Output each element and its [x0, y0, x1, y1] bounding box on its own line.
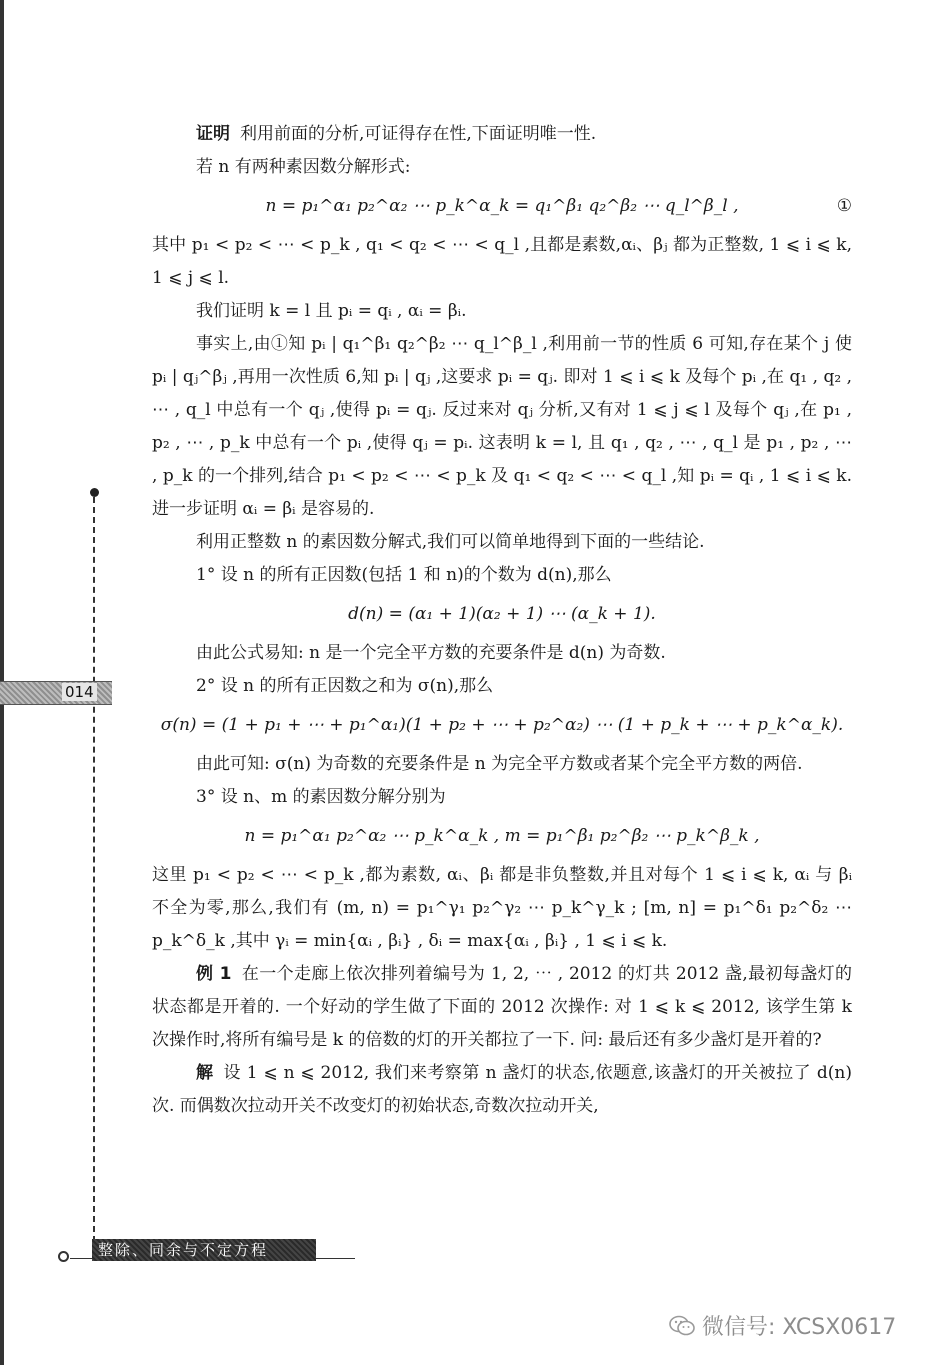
paragraph-8: 由此公式易知: n 是一个完全平方数的充要条件是 d(n) 为奇数.	[196, 643, 666, 663]
paragraph-2: 若 n 有两种素因数分解形式:	[196, 157, 411, 177]
item-2: 2° 设 n 的所有正因数之和为 σ(n),那么	[196, 676, 494, 696]
paragraph-10: 由此可知: σ(n) 为奇数的充要条件是 n 为完全平方数或者某个完全平方数的两倍.	[196, 754, 803, 774]
solution-text: 设 1 ⩽ n ⩽ 2012, 我们来考察第 n 盏灯的状态,依题意,该盏灯的开关被拉了 d(n) 次. 而偶数次拉动开关不改变灯的初始状态,奇数次拉动开关,	[152, 1063, 853, 1116]
wechat-icon	[668, 1314, 696, 1344]
watermark	[668, 1310, 896, 1344]
watermark-text: 微信号: XCSX0617	[702, 1315, 897, 1340]
paragraph-3: 其中 p₁ < p₂ < ⋯ < p_k , q₁ < q₂ < ⋯ < q_l ,且都是素数,αᵢ、βⱼ 都为正整数, 1 ⩽ i ⩽ k, 1 ⩽ j ⩽ l.	[152, 235, 852, 288]
formula-3: σ(n) = (1 + p₁ + ⋯ + p₁^α₁)(1 + p₂ + ⋯ + p₂^α₂) ⋯ (1 + p_k + ⋯ + p_k^α_k).	[160, 715, 844, 735]
formula-1-marker: ①	[836, 196, 852, 216]
margin-dot	[90, 488, 99, 497]
item-1: 1° 设 n 的所有正因数(包括 1 和 n)的个数为 d(n),那么	[196, 565, 612, 585]
formula-2: d(n) = (α₁ + 1)(α₂ + 1) ⋯ (α_k + 1).	[348, 604, 656, 624]
footer-circle-icon	[58, 1251, 69, 1262]
paragraph-12: 这里 p₁ < p₂ < ⋯ < p_k ,都为素数, αᵢ、βᵢ 都是非负整数,并且对每个 1 ⩽ i ⩽ k, αᵢ 与 βᵢ 不全为零,那么,我们有 (m, n) = p₁^γ₁ p₂^γ₂ ⋯ p_k^γ_k ; [m, n] = p₁^δ₁ p₂^δ₂ ⋯ p_k^δ_k ,其中 γᵢ = min{αᵢ , βᵢ} , δᵢ = max{αᵢ , βᵢ} , 1 ⩽ i ⩽ k.	[152, 865, 852, 951]
footer-title: 整除、同余与不定方程	[92, 1239, 316, 1261]
solution-label: 解	[196, 1063, 214, 1083]
page-number-tab	[0, 681, 112, 705]
example-1	[152, 958, 852, 1057]
paragraph-6: 利用正整数 n 的素因数分解式,我们可以简单地得到下面的一些结论.	[196, 532, 705, 552]
margin-rule	[93, 497, 95, 1242]
proof-line	[152, 118, 852, 151]
proof-text: 利用前面的分析,可证得存在性,下面证明唯一性.	[240, 124, 597, 144]
paragraph-4: 我们证明 k = l 且 pᵢ = qᵢ , αᵢ = βᵢ.	[196, 301, 467, 321]
item-3: 3° 设 n、m 的素因数分解分别为	[196, 787, 446, 807]
solution	[152, 1057, 852, 1123]
example-text: 在一个走廊上依次排列着编号为 1, 2, ⋯ , 2012 的灯共 2012 盏,最初每盏灯的状态都是开着的. 一个好动的学生做了下面的 2012 次操作: 对 1 ⩽ k ⩽ 2012, 该学生第 k 次操作时,将所有编号是 k 的倍数的灯的开关都拉了一下. 问: 最后还有多少盏灯是开着的?	[152, 964, 852, 1050]
formula-1-text: n = p₁^α₁ p₂^α₂ ⋯ p_k^α_k = q₁^β₁ q₂^β₂ ⋯ q_l^β_l ,	[265, 196, 739, 216]
formula-4: n = p₁^α₁ p₂^α₂ ⋯ p_k^α_k , m = p₁^β₁ p₂^β₂ ⋯ p_k^β_k ,	[244, 826, 760, 846]
page-number: 014	[62, 683, 97, 701]
paragraph-5: 事实上,由①知 pᵢ | q₁^β₁ q₂^β₂ ⋯ q_l^β_l ,利用前一节的性质 6 可知,存在某个 j 使 pᵢ | qⱼ^βⱼ ,再用一次性质 6,知 pᵢ | qⱼ ,这要求 pᵢ = qⱼ. 即对 1 ⩽ i ⩽ k 及每个 pᵢ ,在 q₁ , q₂ , ⋯ , q_l 中总有一个 qⱼ ,使得 pᵢ = qⱼ. 反过来对 qⱼ 分析,又有对 1 ⩽ j ⩽ l 及每个 qⱼ ,在 p₁ , p₂ , ⋯ , p_k 中总有一个 pᵢ ,使得 qⱼ = pᵢ. 这表明 k = l, 且 q₁ , q₂ , ⋯ , q_l 是 p₁ , p₂ , ⋯ , p_k 的一个排列,结合 p₁ < p₂ < ⋯ < p_k 及 q₁ < q₂ < ⋯ < q_l ,知 pᵢ = qᵢ , 1 ⩽ i ⩽ k. 进一步证明 αᵢ = βᵢ 是容易的.	[152, 334, 852, 519]
formula-1	[152, 190, 852, 223]
example-label: 例 1	[196, 964, 232, 984]
proof-label: 证明	[196, 124, 230, 144]
page-body	[152, 118, 852, 1123]
